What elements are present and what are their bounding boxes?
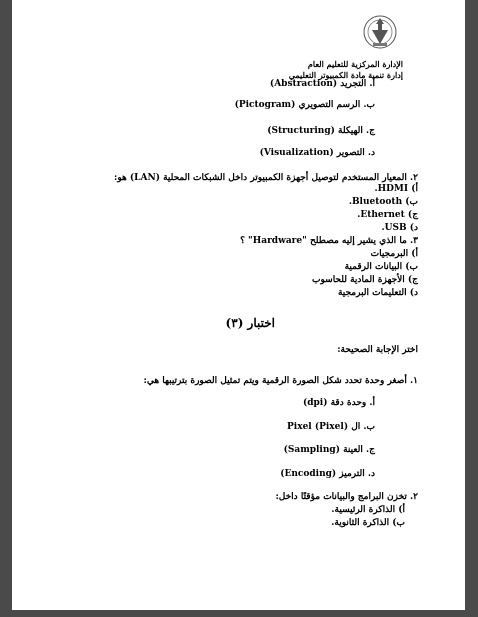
option: ب. الرسم التصويري (Pictogram) <box>234 100 375 110</box>
option: ب) Bluetooth. <box>348 197 418 207</box>
option: أ) HDMI. <box>374 184 418 194</box>
question-text: ٢. المعيار المستخدم لتوصيل أجهزة الكمبيوتر داخل الشبكات المحلية (LAN) هو: <box>114 173 418 183</box>
option: ج) Ethernet. <box>357 210 418 220</box>
exam-title: اختبار (٣) <box>225 316 275 330</box>
option: د. الترميز (Encoding) <box>280 469 375 479</box>
option: د) التعليمات البرمجية <box>337 288 418 298</box>
option: ب. ال Pixel (Pixel) <box>287 422 375 432</box>
option: أ) الذاكرة الرئيسية. <box>331 505 405 515</box>
document-page <box>12 0 465 610</box>
header-line-1: الإدارة المركزية للتعليم العام <box>307 59 403 69</box>
option: د) USB. <box>381 223 418 233</box>
ministry-logo <box>362 10 398 54</box>
option: أ) البرمجيات <box>370 249 418 259</box>
option: أ. وحدة دقة (dpi) <box>302 398 375 408</box>
header-line-2: إدارة تنمية مادة الكمبيوتر التعليمي <box>288 70 403 80</box>
question-text: ١. أصغر وحدة تحدد شكل الصورة الرقمية ويتم تمثيل الصورة بترتيبها هي: <box>143 376 418 386</box>
question-text: ٣. ما الذي يشير إليه مصطلح "Hardware" ؟ <box>240 236 418 246</box>
question-text: ٢. تخزن البرامج والبيانات مؤقتًا داخل: <box>275 492 418 502</box>
option: أ. التجريد (Abstraction) <box>269 79 375 89</box>
instruction-text: اختر الإجابة الصحيحة: <box>337 345 418 355</box>
option: ج. العينة (Sampling) <box>283 445 375 455</box>
option: ج. الهيكلة (Structuring) <box>267 126 375 136</box>
option: ج) الأجهزة المادية للحاسوب <box>312 275 418 285</box>
option: د. التصوير (Visualization) <box>259 148 375 158</box>
option: ب) البيانات الرقمية <box>344 262 418 272</box>
option: ب) الذاكرة الثانوية. <box>331 518 405 528</box>
